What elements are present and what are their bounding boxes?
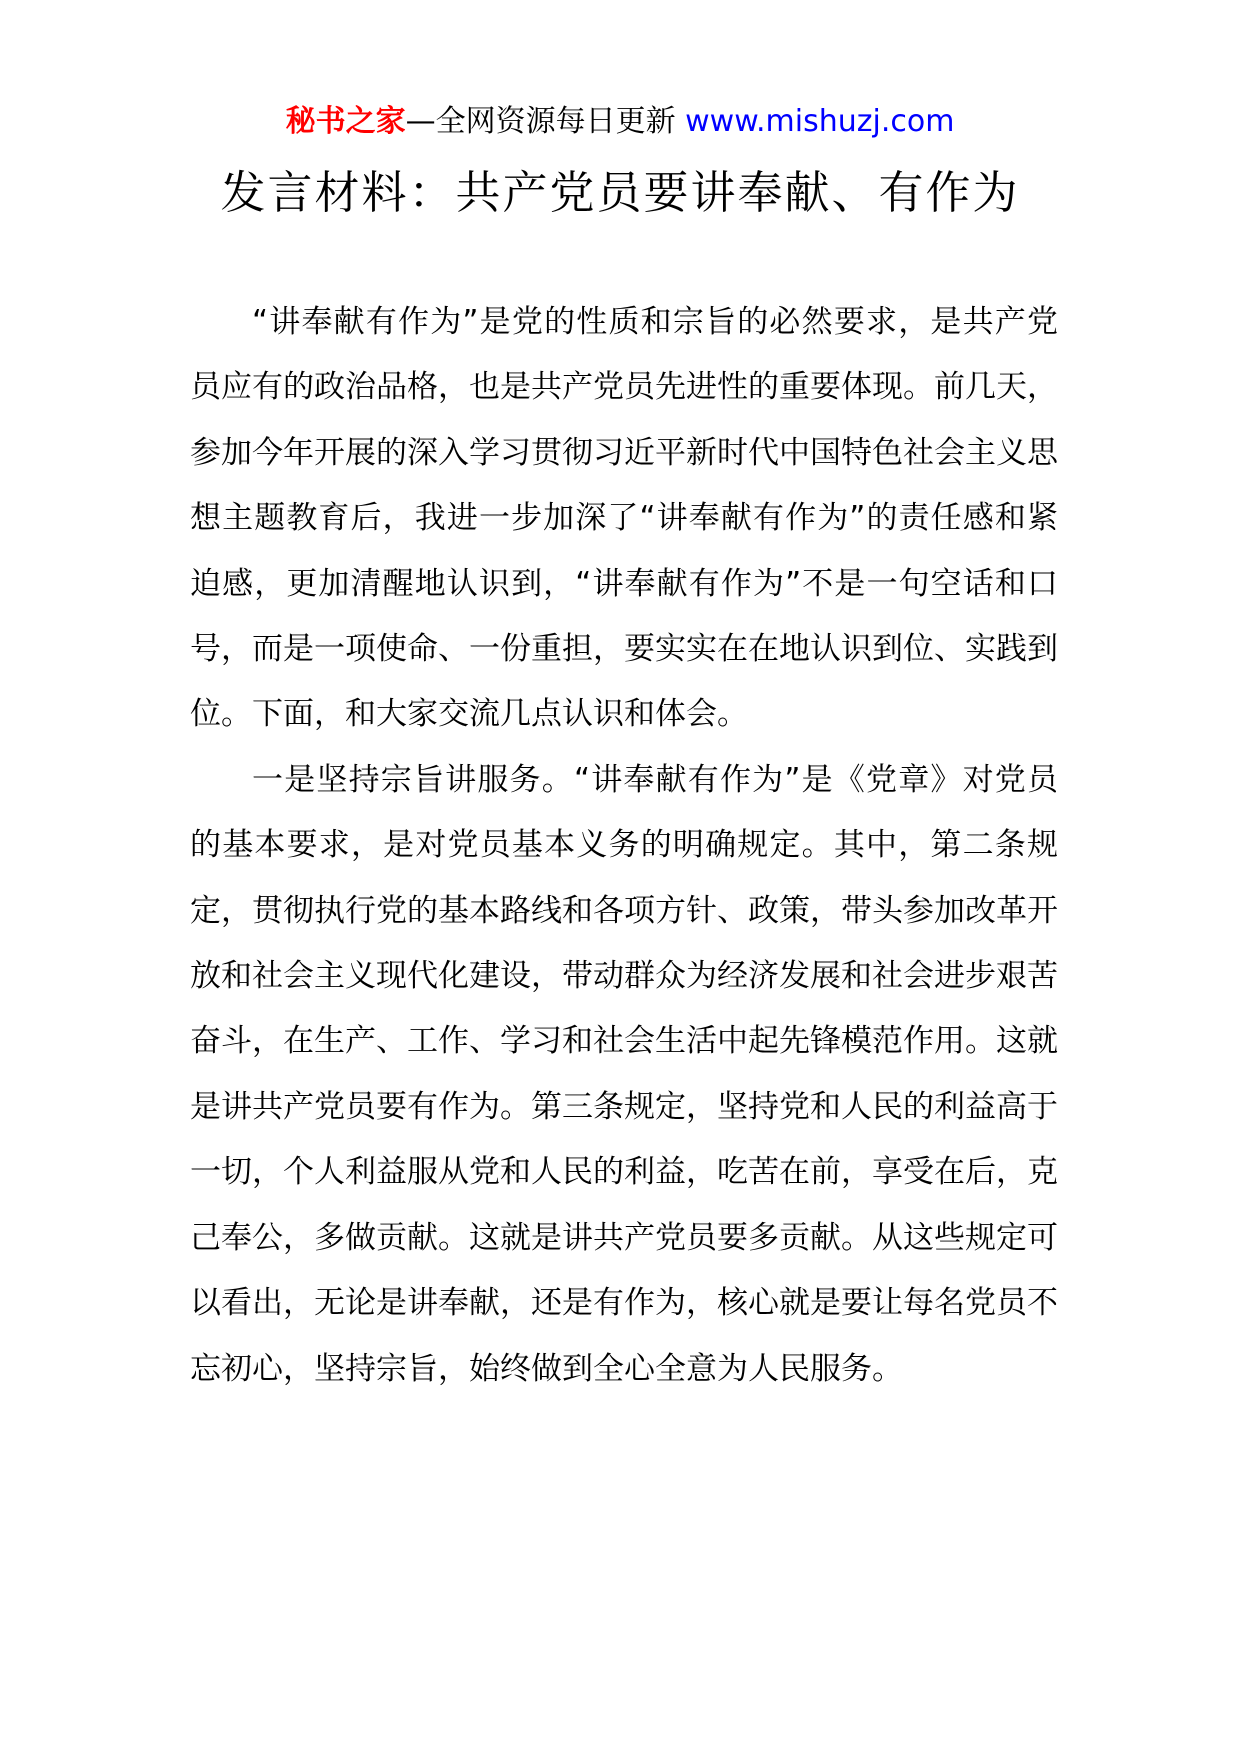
site-header [0, 100, 1240, 144]
document-body [190, 290, 1058, 1402]
paragraph-intro: “讲奉献有作为”是党的性质和宗旨的必然要求，是共产党员应有的政治品格，也是共产党员先进性的重要体现。前几天，参加今年开展的深入学习贯彻习近平新时代中国特色社会主义思想主题教育后，我进一步加深了“讲奉献有作为”的责任感和紧迫感，更加清醒地认识到，“讲奉献有作为”不是一句空话和口号，而是一项使命、一份重担，要实实在在地认识到位、实践到位。下面，和大家交流几点认识和体会。 [190, 304, 1058, 733]
brand-name: 秘书之家 [285, 104, 406, 139]
paragraph-point-one: 一是坚持宗旨讲服务。“讲奉献有作为”是《党章》对党员的基本要求，是对党员基本义务的明确规定。其中，第二条规定，贯彻执行党的基本路线和各项方针、政策，带头参加改革开放和社会主义现代化建设，带动群众为经济发展和社会进步艰苦奋斗，在生产、工作、学习和社会生活中起先锋模范作用。这就是讲共产党员要有作为。第三条规定，坚持党和人民的利益高于一切，个人利益服从党和人民的利益，吃苦在前，享受在后，克己奉公，多做贡献。这就是讲共产党员要多贡献。从这些规定可以看出，无论是讲奉献，还是有作为，核心就是要让每名党员不忘初心，坚持宗旨，始终做到全心全意为人民服务。 [190, 761, 1058, 1387]
document-title: 发言材料：共产党员要讲奉献、有作为 [220, 166, 1020, 219]
site-url-link[interactable]: www.mishuzj.com [685, 104, 955, 139]
header-tagline: —全网资源每日更新 [405, 104, 686, 139]
